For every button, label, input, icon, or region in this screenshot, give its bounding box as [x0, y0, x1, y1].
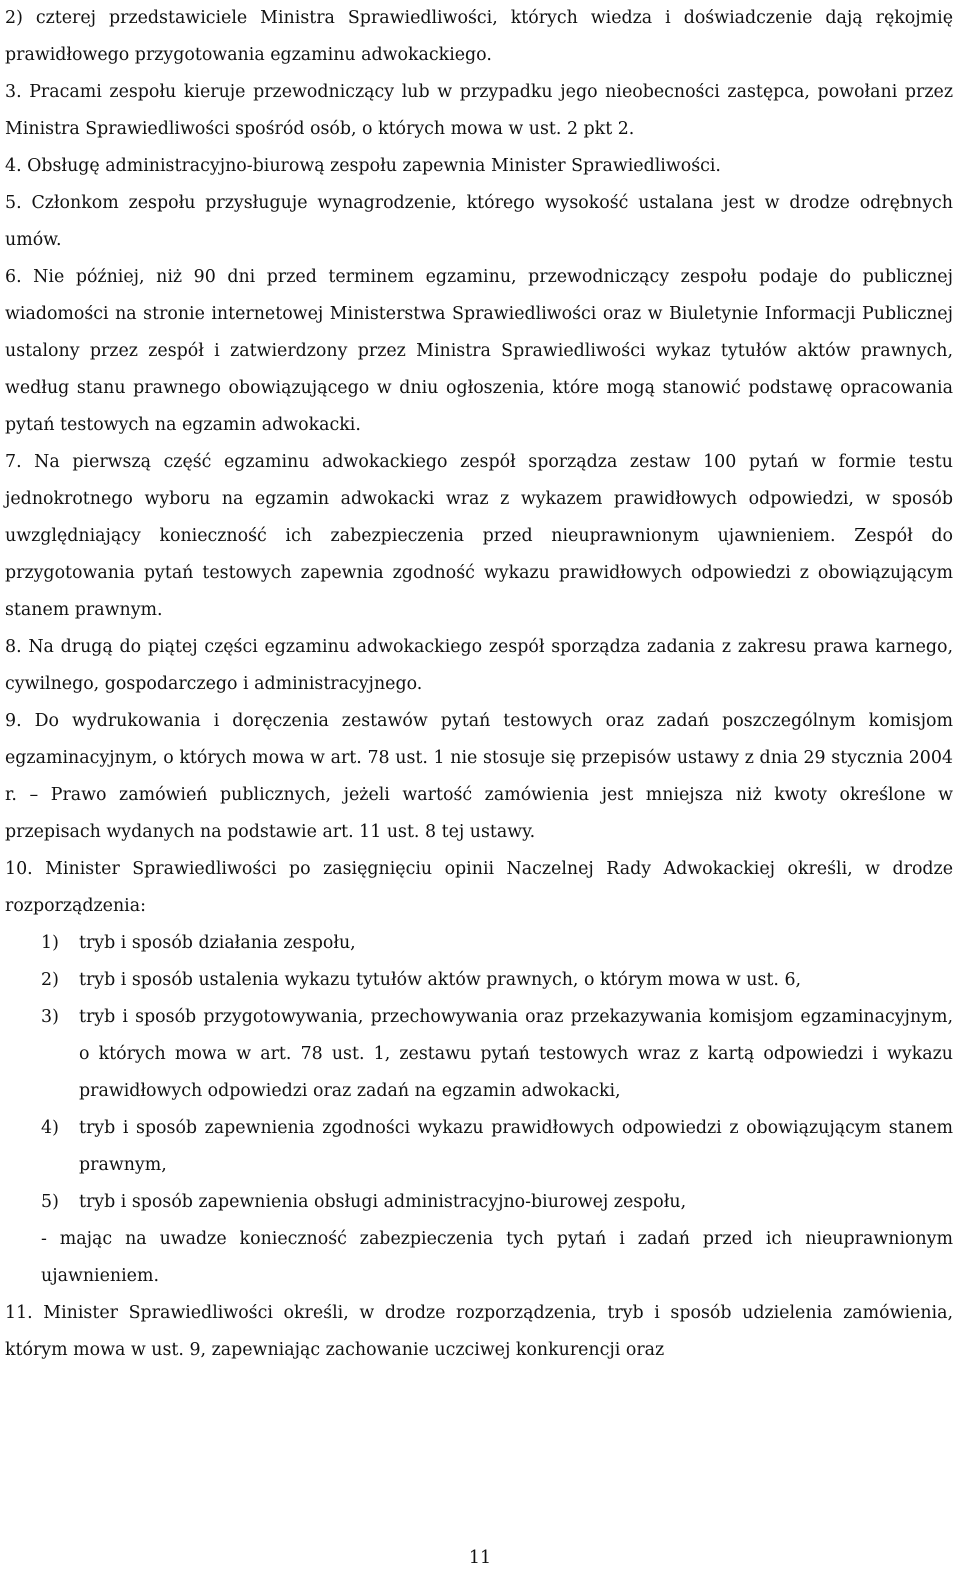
list-item [5, 925, 953, 962]
list-item-text: tryb i sposób przygotowywania, przechowywania oraz przekazywania komisjom egzaminacyjnym, o których mowa w art. 78 ust. 1, zestawu pytań testowych wraz z kartą odpowiedzi i wykazu prawidłowych odpowiedzi oraz zadań na egzamin adwokacki, [79, 1007, 953, 1101]
paragraph-10-closing: - mając na uwadze konieczność zabezpieczenia tych pytań i zadań przed ich nieuprawnionym ujawnieniem. [41, 1229, 953, 1286]
list-item-number: 5) [41, 1192, 59, 1212]
paragraph-5: 5. Członkom zespołu przysługuje wynagrodzenie, którego wysokość ustalana jest w drodze odrębnych umów. [5, 193, 953, 250]
list-item [5, 999, 953, 1110]
list-item-text: tryb i sposób działania zespołu, [79, 933, 356, 953]
page-number: 11 [468, 1548, 492, 1568]
paragraph-10: 10. Minister Sprawiedliwości po zasięgnięciu opinii Naczelnej Rady Adwokackiej określi, w drodze rozporządzenia: [5, 859, 953, 916]
list-item-text: tryb i sposób ustalenia wykazu tytułów aktów prawnych, o którym mowa w ust. 6, [79, 970, 802, 990]
paragraph-6: 6. Nie później, niż 90 dni przed terminem egzaminu, przewodniczący zespołu podaje do publicznej wiadomości na stronie internetowej Ministerstwa Sprawiedliwości oraz w Biuletynie Informacji Publicznej ustalony przez zespół i zatwierdzony przez Ministra Sprawiedliwości wykaz tytułów aktów prawnych, według stanu prawnego obowiązującego w dniu ogłoszenia, które mogą stanowić podstawę opracowania pytań testowych na egzamin adwokacki. [5, 267, 953, 435]
list-item [5, 1110, 953, 1184]
list-item [5, 962, 953, 999]
paragraph-9: 9. Do wydrukowania i doręczenia zestawów pytań testowych oraz zadań poszczególnym komisjom egzaminacyjnym, o których mowa w art. 78 ust. 1 nie stosuje się przepisów ustawy z dnia 29 stycznia 2004 r. – Prawo zamówień publicznych, jeżeli wartość zamówienia jest mniejsza niż kwoty określone w przepisach wydanych na podstawie art. 11 ust. 8 tej ustawy. [5, 711, 953, 842]
paragraph-4: 4. Obsługę administracyjno-biurową zespołu zapewnia Minister Sprawiedliwości. [5, 156, 721, 176]
paragraph-8: 8. Na drugą do piątej części egzaminu adwokackiego zespół sporządza zadania z zakresu prawa karnego, cywilnego, gospodarczego i administracyjnego. [5, 637, 953, 694]
paragraph-10-list [5, 925, 953, 1221]
list-item-number: 2) [41, 970, 59, 990]
list-item-number: 4) [41, 1118, 59, 1138]
paragraph-3: 3. Pracami zespołu kieruje przewodniczący lub w przypadku jego nieobecności zastępca, powołani przez Ministra Sprawiedliwości spośród osób, o których mowa w ust. 2 pkt 2. [5, 82, 953, 139]
list-item [5, 1184, 953, 1221]
list-item-text: tryb i sposób zapewnienia obsługi administracyjno-biurowej zespołu, [79, 1192, 687, 1212]
list-item-number: 1) [41, 933, 59, 953]
paragraph-11: 11. Minister Sprawiedliwości określi, w drodze rozporządzenia, tryb i sposób udzielenia zamówienia, którym mowa w ust. 9, zapewniając zachowanie uczciwej konkurencji oraz [5, 1303, 953, 1360]
paragraph-2: 2) czterej przedstawiciele Ministra Sprawiedliwości, których wiedza i doświadczenie dają rękojmię prawidłowego przygotowania egzaminu adwokackiego. [5, 8, 953, 65]
list-item-number: 3) [41, 1007, 59, 1027]
paragraph-7: 7. Na pierwszą część egzaminu adwokackiego zespół sporządza zestaw 100 pytań w formie testu jednokrotnego wyboru na egzamin adwokacki wraz z wykazem prawidłowych odpowiedzi, w sposób uwzględniający konieczność ich zabezpieczenia przed nieuprawnionym ujawnieniem. Zespół do przygotowania pytań testowych zapewnia zgodność wykazu prawidłowych odpowiedzi z obowiązującym stanem prawnym. [5, 452, 953, 620]
document-page [5, 0, 953, 1369]
list-item-text: tryb i sposób zapewnienia zgodności wykazu prawidłowych odpowiedzi z obowiązującym stanem prawnym, [79, 1118, 953, 1175]
